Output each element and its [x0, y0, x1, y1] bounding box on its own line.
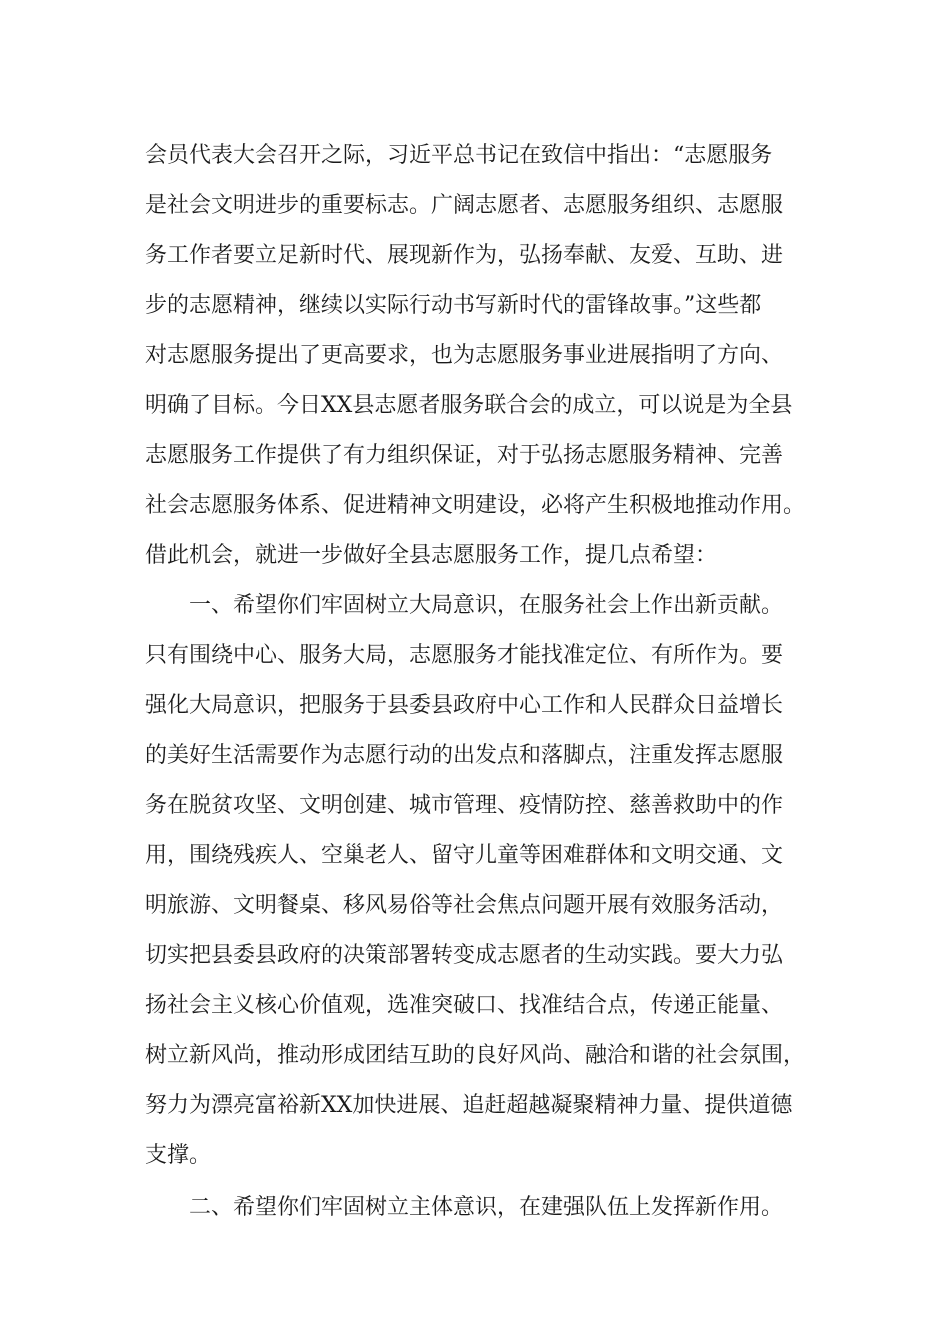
text-line: 务工作者要立足新时代、展现新作为，弘扬奉献、友爱、互助、进 [145, 243, 784, 268]
text-line: 对志愿服务提出了更高要求，也为志愿服务事业进展指明了方向、 [145, 343, 784, 368]
text-line: 只有围绕中心、服务大局，志愿服务才能找准定位、有所作为。要 [145, 643, 784, 668]
text-line: 是社会文明进步的重要标志。广阔志愿者、志愿服务组织、志愿服 [145, 193, 784, 218]
text-line: 树立新风尚，推动形成团结互助的良好风尚、融洽和谐的社会氛围， [145, 1043, 806, 1068]
text-line: 社会志愿服务体系、促进精神文明建设，必将产生积极地推动作用。 [145, 493, 806, 518]
text-line: 努力为漂亮富裕新XX加快进展、追赶超越凝聚精神力量、提供道德 [145, 1093, 793, 1118]
section-heading: 一、希望你们牢固树立大局意识，在服务社会上作出新贡献。 [189, 593, 784, 618]
text-line: 强化大局意识，把服务于县委县政府中心工作和人民群众日益增长 [145, 693, 784, 718]
text-line: 步的志愿精神，继续以实际行动书写新时代的雷锋故事。”这些都 [145, 293, 762, 318]
text-line: 借此机会，就进一步做好全县志愿服务工作，提几点希望： [145, 543, 718, 568]
text-line: 的美好生活需要作为志愿行动的出发点和落脚点，注重发挥志愿服 [145, 743, 784, 768]
text-line: 会员代表大会召开之际，习近平总书记在致信中指出：“志愿服务 [145, 143, 773, 168]
text-line: 支撑。 [145, 1143, 212, 1168]
text-line: 志愿服务工作提供了有力组织保证，对于弘扬志愿服务精神、完善 [145, 443, 784, 468]
text-line: 明确了目标。今日XX县志愿者服务联合会的成立，可以说是为全县 [145, 393, 793, 418]
text-line: 用，围绕残疾人、空巢老人、留守儿童等困难群体和文明交通、文 [145, 843, 784, 868]
section-heading: 二、希望你们牢固树立主体意识，在建强队伍上发挥新作用。 [189, 1195, 784, 1220]
text-line: 务在脱贫攻坚、文明创建、城市管理、疫情防控、慈善救助中的作 [145, 793, 784, 818]
document-body [145, 131, 825, 1233]
text-line: 明旅游、文明餐桌、移风易俗等社会焦点问题开展有效服务活动， [145, 893, 784, 918]
text-line: 扬社会主义核心价值观，选准突破口、找准结合点，传递正能量、 [145, 993, 784, 1018]
text-line: 切实把县委县政府的决策部署转变成志愿者的生动实践。要大力弘 [145, 943, 784, 968]
